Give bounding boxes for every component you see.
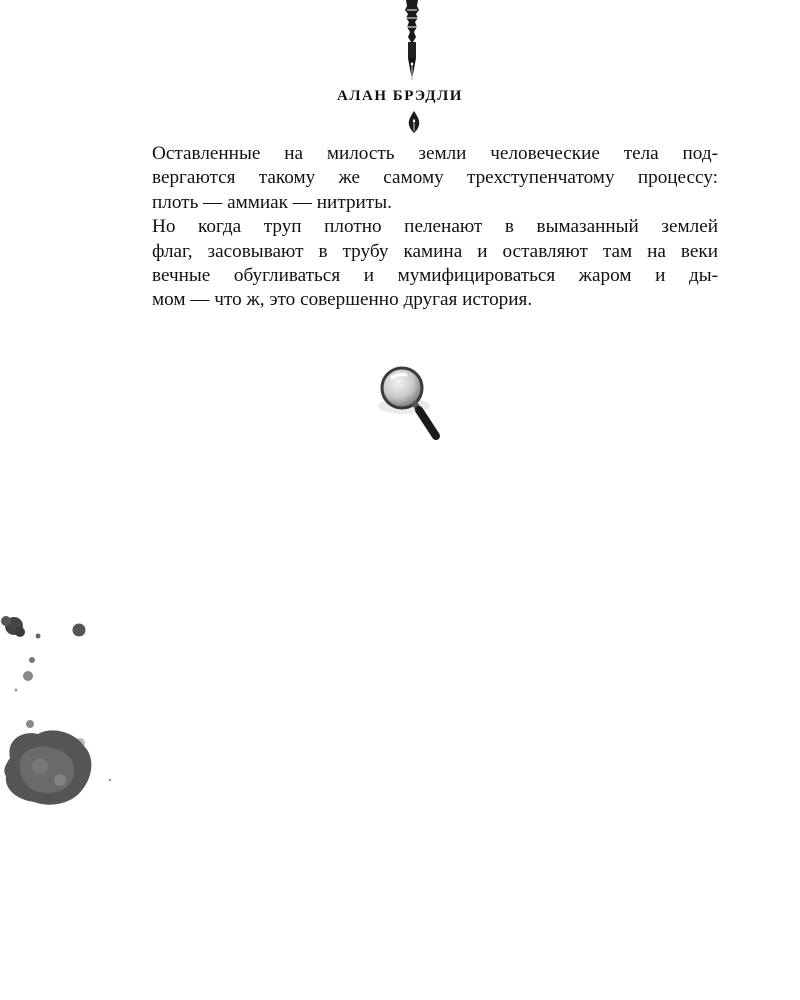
ink-blot-icon xyxy=(0,608,120,818)
text-line: мом — что ж, это совершенно другая история. xyxy=(152,289,533,311)
text-line: Оставленные на милость земли человеческие тела под- xyxy=(152,143,718,164)
pen-nib-icon xyxy=(405,111,423,133)
running-header-author: АЛАН БРЭДЛИ xyxy=(337,88,463,104)
text-line: вергаются такому же самому трехступенчатому процессу: xyxy=(152,167,718,189)
text-line: флаг, засовывают в трубу камина и оставляют там на веки xyxy=(152,240,718,262)
paragraph-2 xyxy=(112,215,718,313)
magnifying-glass-icon xyxy=(370,362,450,448)
text-line: Но когда труп плотно пеленают в вымазанный землей xyxy=(152,216,718,238)
text-line: вечные обугливаться и мумифицироваться жаром и ды- xyxy=(152,265,718,287)
text-line: плоть — аммиак — нитриты. xyxy=(152,191,392,213)
fountain-pen-icon xyxy=(396,0,428,84)
paragraph-1 xyxy=(112,142,718,215)
body-text xyxy=(112,142,718,313)
